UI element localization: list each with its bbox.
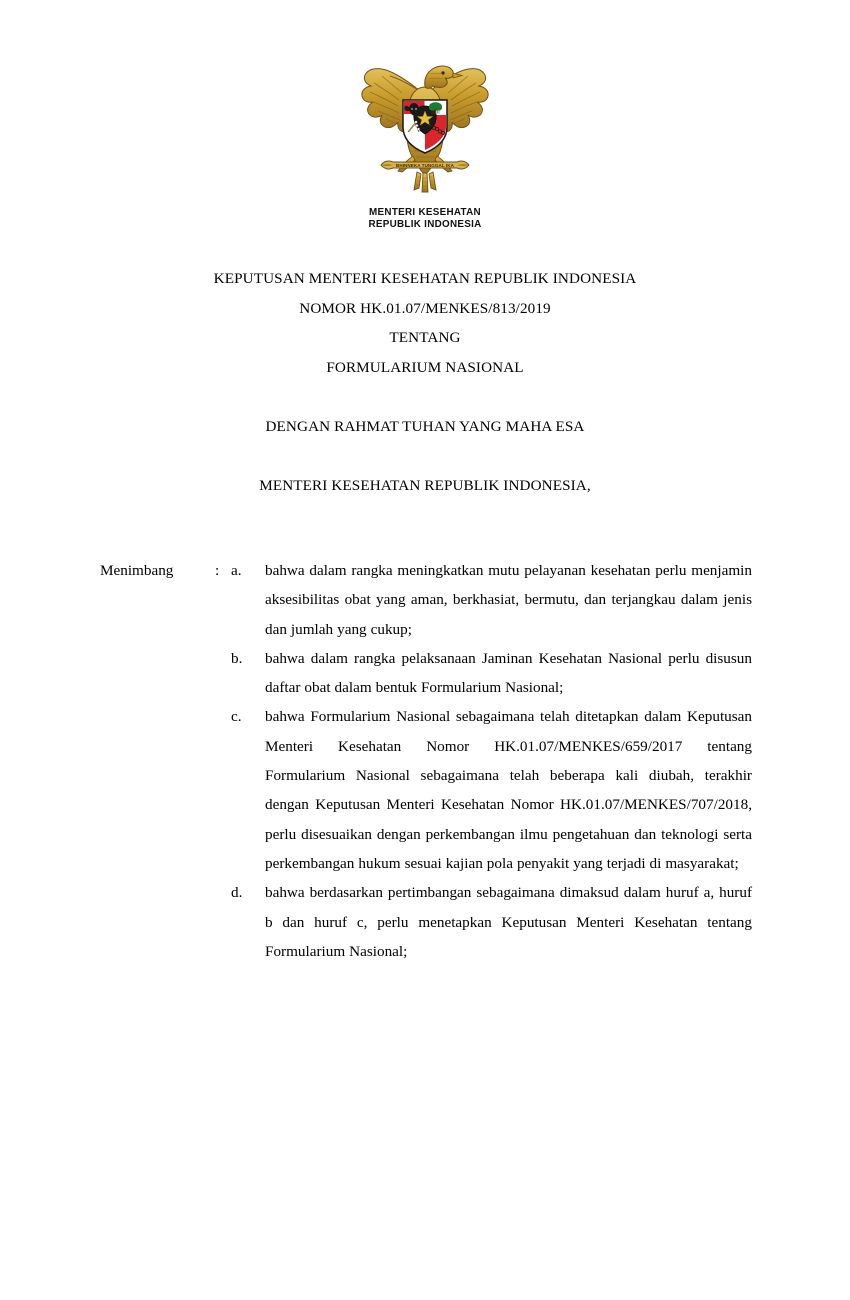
considering-item: [0, 556, 850, 644]
item-text: bahwa dalam rangka pelaksanaan Jaminan Kesehatan Nasional perlu disusun daftar obat dalam bentuk Formularium Nasional;: [265, 649, 752, 697]
preamble-authority: MENTERI KESEHATAN REPUBLIK INDONESIA,: [259, 477, 591, 494]
garuda-pancasila-icon: [350, 52, 500, 200]
item-text: bahwa Formularium Nasional sebagaimana telah ditetapkan dalam Keputusan Menteri Kesehatan Nomor HK.01.07/MENKES/659/2017 tentang Formularium Nasional sebagaimana telah beberapa kali diubah, terakhir dengan Keputusan Menteri Kesehatan Nomor HK.01.07/MENKES/707/2018, perlu disesuaikan dengan perkembangan ilmu pengetahuan dan teknologi serta perkembangan hukum sesuai kajian pola penyakit yang terjadi di masyarakat;: [265, 708, 752, 872]
emblem-caption-line-2: REPUBLIK INDONESIA: [368, 217, 482, 230]
considering-section: [0, 556, 850, 966]
item-text: bahwa dalam rangka meningkatkan mutu pelayanan kesehatan perlu menjamin aksesibilitas obat yang aman, berkhasiat, bermutu, dan terjangkau dalam jenis dan jumlah yang cukup;: [265, 562, 752, 638]
item-marker: c.: [231, 708, 242, 726]
title-line-subject: FORMULARIUM NASIONAL: [326, 358, 524, 376]
item-marker: a.: [231, 562, 242, 579]
title-line-about: TENTANG: [389, 329, 461, 346]
title-line-decree: KEPUTUSAN MENTERI KESEHATAN REPUBLIK INDONESIA: [213, 270, 637, 287]
preamble: [75, 412, 775, 501]
title-line-number: NOMOR HK.01.07/MENKES/813/2019: [299, 299, 551, 317]
considering-item: [0, 878, 850, 966]
considering-label: Menimbang: [100, 562, 174, 579]
item-marker: b.: [231, 649, 243, 667]
emblem-caption: [26, 207, 825, 230]
item-marker: d.: [231, 884, 243, 902]
considering-colon: :: [215, 562, 220, 579]
motto-scroll: [381, 161, 469, 169]
considering-item-list: [0, 556, 850, 966]
emblem-caption-line-1: MENTERI KESEHATAN: [369, 206, 481, 218]
document-title: [75, 264, 775, 382]
item-text: bahwa berdasarkan pertimbangan sebagaimana dimaksud dalam huruf a, huruf b dan huruf c, perlu menetapkan Keputusan Menteri Kesehatan tentang Formularium Nasional;: [265, 884, 752, 960]
letterhead: [0, 52, 850, 230]
considering-item: [0, 702, 850, 878]
svg-text:BHINNEKA TUNGGAL IKA: BHINNEKA TUNGGAL IKA: [396, 163, 454, 168]
preamble-spacer: [75, 442, 775, 472]
considering-item: [0, 644, 850, 703]
preamble-blessing: DENGAN RAHMAT TUHAN YANG MAHA ESA: [265, 418, 585, 435]
